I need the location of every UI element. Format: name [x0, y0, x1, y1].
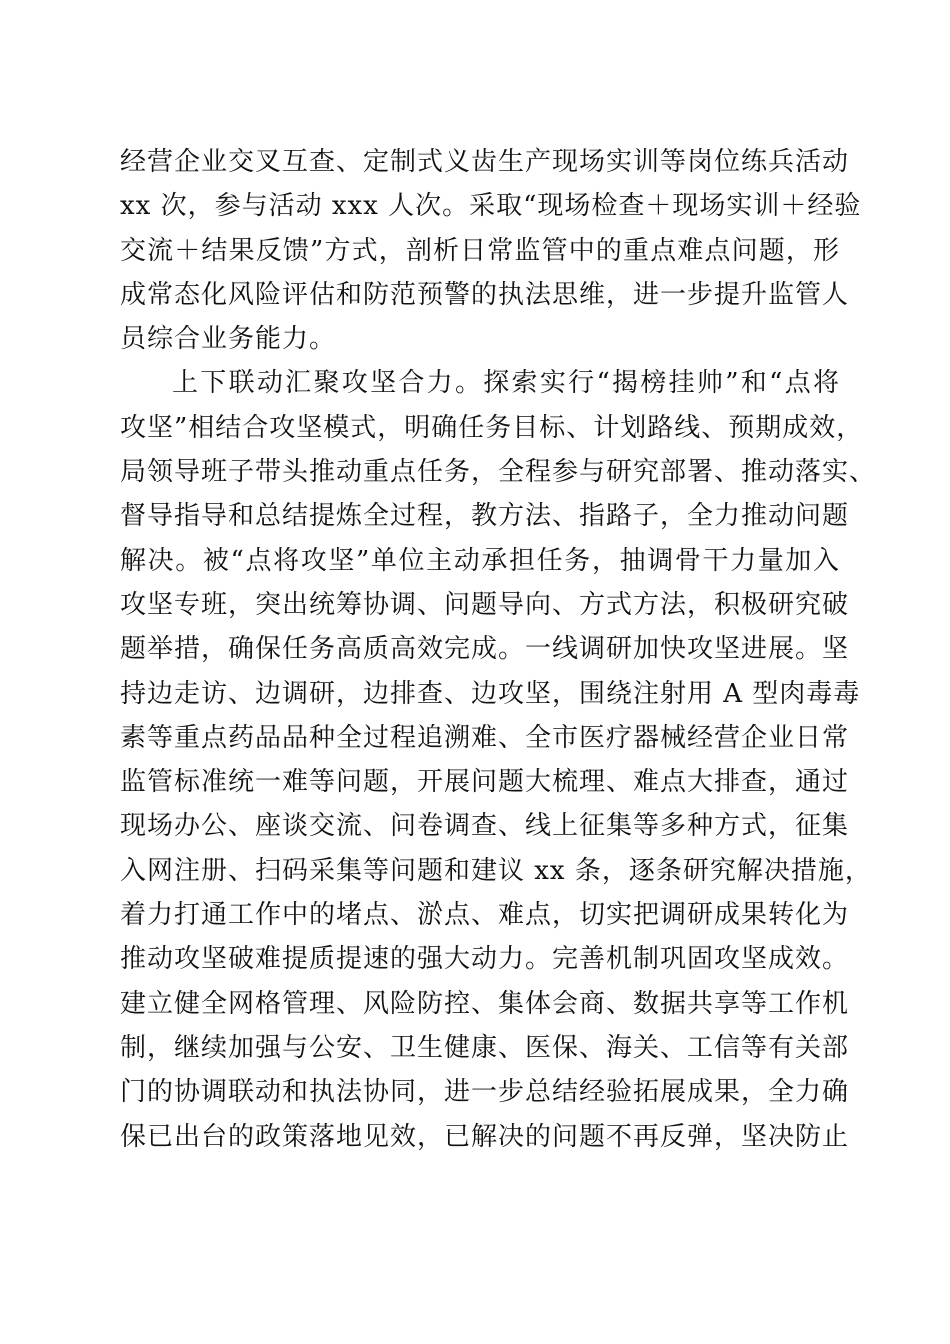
- text-line: 制，继续加强与公安、卫生健康、医保、海关、工信等有关部: [120, 1032, 850, 1063]
- text-line: 着力打通工作中的堵点、淤点、难点，切实把调研成果转化为: [120, 900, 850, 931]
- text-line: 建立健全网格管理、风险防控、集体会商、数据共享等工作机: [120, 988, 850, 1019]
- text-line: 监管标准统一难等问题，开展问题大梳理、难点大排查，通过: [120, 767, 850, 798]
- text-line: 推动攻坚破难提质提速的强大动力。完善机制巩固攻坚成效。: [120, 944, 850, 975]
- text-line: 上下联动汇聚攻坚合力。探索实行“揭榜挂帅”和“点将: [172, 368, 840, 399]
- text-line: 入网注册、扫码采集等问题和建议 xx 条，逐条研究解决措施，: [120, 855, 872, 886]
- text-line: 督导指导和总结提炼全过程，教方法、指路子，全力推动问题: [120, 501, 850, 532]
- text-line: 解决。被“点将攻坚”单位主动承担任务，抽调骨干力量加入: [120, 545, 840, 576]
- text-line: 员综合业务能力。: [120, 324, 337, 355]
- text-line: 局领导班子带头推动重点任务，全程参与研究部署、推动落实、: [120, 457, 877, 488]
- text-line: 题举措，确保任务高质高效完成。一线调研加快攻坚进展。坚: [120, 634, 850, 665]
- text-line: 成常态化风险评估和防范预警的执法思维，进一步提升监管人: [120, 279, 850, 310]
- text-line: 素等重点药品品种全过程追溯难、全市医疗器械经营企业日常: [120, 722, 850, 753]
- text-line: 交流＋结果反馈”方式，剖析日常监管中的重点难点问题，形: [120, 235, 840, 266]
- text-line: 持边走访、边调研，边排查、边攻坚，围绕注射用 A 型肉毒毒: [120, 678, 861, 709]
- paragraph-1: [120, 140, 862, 361]
- text-line: 经营企业交叉互查、定制式义齿生产现场实训等岗位练兵活动: [120, 147, 850, 177]
- paragraph-2: [120, 361, 877, 1158]
- text-line: 攻坚”相结合攻坚模式，明确任务目标、计划路线、预期成效，: [120, 412, 864, 443]
- text-line: 现场办公、座谈交流、问卷调查、线上征集等多种方式，征集: [120, 811, 850, 842]
- document-body: [120, 140, 877, 1159]
- text-line: 保已出台的政策落地见效，已解决的问题不再反弹，坚决防止: [120, 1121, 850, 1152]
- text-line: xx 次，参与活动 xxx 人次。采取“现场检查＋现场实训＋经验: [120, 191, 862, 222]
- text-line: 攻坚专班，突出统筹协调、问题导向、方式方法，积极研究破: [120, 589, 850, 620]
- text-line: 门的协调联动和执法协同，进一步总结经验拓展成果，全力确: [120, 1077, 850, 1108]
